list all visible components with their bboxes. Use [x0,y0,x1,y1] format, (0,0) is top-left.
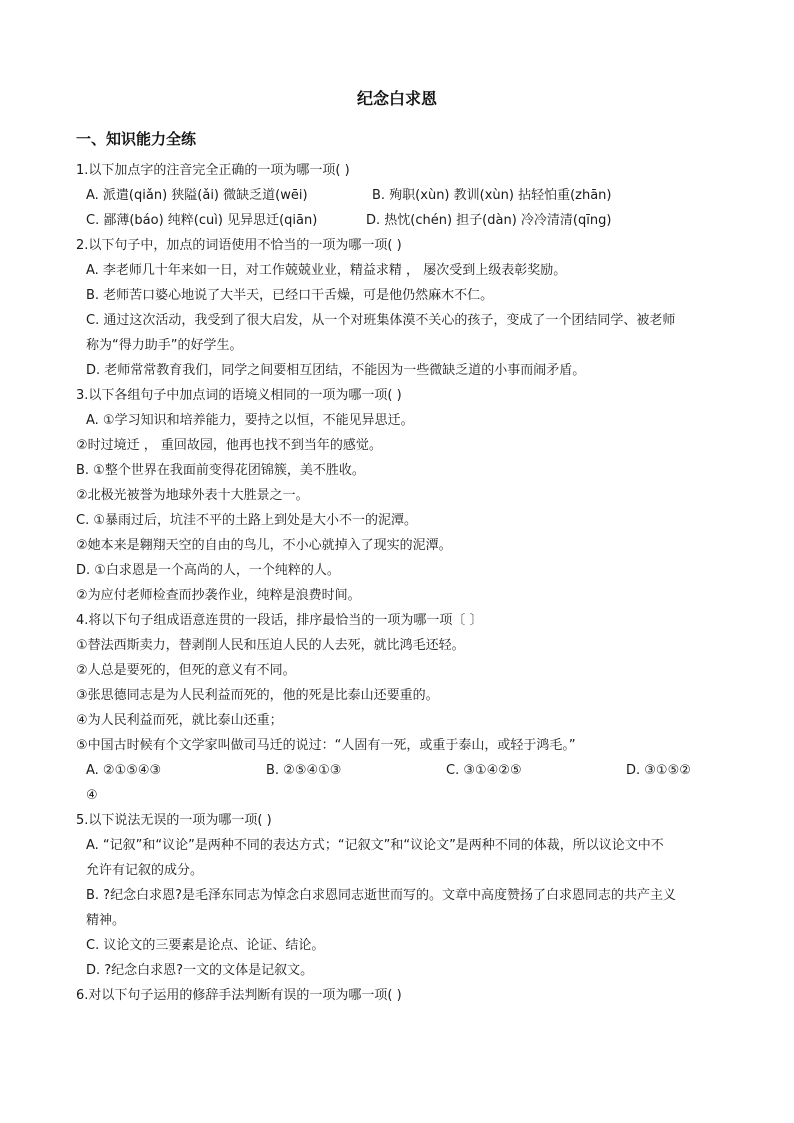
q2-option-c-cont: 称为“得力助手”的好学生。 [86,338,243,353]
q4-sentence-3: ③张思德同志是为人民利益而死的，他的死是比泰山还要重的。 [76,688,439,703]
question-2: 2.以下句子中，加点的词语使用不恰当的一项为哪一项( ) [76,238,402,253]
q2-option-c: C. 通过这次活动，我受到了很大启发，从一个对班集体漠不关心的孩子，变成了一个团结同学、被老师 [86,313,676,328]
q1-option-a: A. 派遣(qiǎn) 狭隘(ǎi) 微缺乏道(wēi) [86,188,308,203]
q3-option-d-2: ②为应付老师检查而抄袭作业，纯粹是浪费时间。 [76,588,361,603]
q4-option-b: B. ②⑤④①③ [266,763,342,778]
q4-sentence-1: ①替法西斯卖力，替剥削人民和压迫人民的人去死，就比鸿毛还轻。 [76,638,465,653]
q5-option-c: C. 议论文的三要素是论点、论证、结论。 [86,938,325,953]
q3-option-c-1: C. ①暴雨过后，坑洼不平的土路上到处是大小不一的泥潭。 [76,513,417,528]
question-3: 3.以下各组句子中加点词的语境义相同的一项为哪一项( ) [76,388,402,403]
q5-option-a: A. “记叙”和“议论”是两种不同的表达方式；“记叙文”和“议论文”是两种不同的体裁，所以议论文中不 [86,838,664,853]
page-title: 纪念白求恩 [356,89,437,108]
q5-option-d: D. ?纪念白求恩?一文的文体是记叙文。 [86,963,314,978]
q3-option-b-1: B. ①整个世界在我面前变得花团锦簇，美不胜收。 [76,463,365,478]
q3-option-a-2: ②时过境迁 ， 重回故园，他再也找不到当年的感觉。 [76,438,382,453]
question-1: 1.以下加点字的注音完全正确的一项为哪一项( ) [76,163,350,178]
question-5: 5.以下说法无误的一项为哪一项( ) [76,813,272,828]
q4-sentence-5: ⑤中国古时候有个文学家叫做司马迁的说过：“人固有一死，或重于泰山，或轻于鸿毛。” [76,738,576,753]
q4-sentence-4: ④为人民利益而死，就比泰山还重； [76,713,283,728]
q3-option-b-2: ②北极光被誉为地球外表十大胜景之一。 [76,488,309,503]
q2-option-a: A. 李老师几十年来如一日，对工作兢兢业业，精益求精 ， 屡次受到上级表彰奖励。 [86,263,567,278]
q2-option-d: D. 老师常常教育我们，同学之间要相互团结，不能因为一些微缺乏道的小事而闹矛盾。 [86,363,586,378]
q3-option-d-1: D. ①白求恩是一个高尚的人，一个纯粹的人。 [76,563,340,578]
q1-option-c: C. 鄙薄(báo) 纯粹(cuì) 见异思迁(qiān) [86,213,318,228]
question-6: 6.对以下句子运用的修辞手法判断有误的一项为哪一项( ) [76,988,402,1003]
q4-option-d-cont: ④ [86,788,98,803]
q4-option-d: D. ③①⑤② [626,763,691,778]
q2-option-b: B. 老师苦口婆心地说了大半天，已经口干舌燥，可是他仍然麻木不仁。 [86,288,494,303]
q4-option-a: A. ②①⑤④③ [86,763,162,778]
q4-option-c: C. ③①④②⑤ [446,763,522,778]
q5-option-b-cont: 精神。 [86,913,126,928]
q4-sentence-2: ②人总是要死的，但死的意义有不同。 [76,663,296,678]
q3-option-a-1: A. ①学习知识和培养能力，要持之以恒，不能见异思迁。 [86,413,414,428]
q1-option-d: D. 热忱(chén) 担子(dàn) 冷冷清清(qīng) [366,213,612,228]
section-heading: 一、知识能力全练 [76,130,197,148]
question-4: 4.将以下句子组成语意连贯的一段话，排序最恰当的一项为哪一项〔 〕 [76,613,483,628]
q5-option-a-cont: 允许有记叙的成分。 [86,863,204,878]
q5-option-b: B. ?纪念白求恩?是毛泽东同志为悼念白求恩同志逝世而写的。文章中高度赞扬了白求恩同志的共产主义 [86,888,676,903]
q1-option-b: B. 殉职(xùn) 教训(xùn) 拈轻怕重(zhān) [372,188,612,203]
q3-option-c-2: ②她本来是翱翔天空的自由的鸟儿，不小心就掉入了现实的泥潭。 [76,538,452,553]
